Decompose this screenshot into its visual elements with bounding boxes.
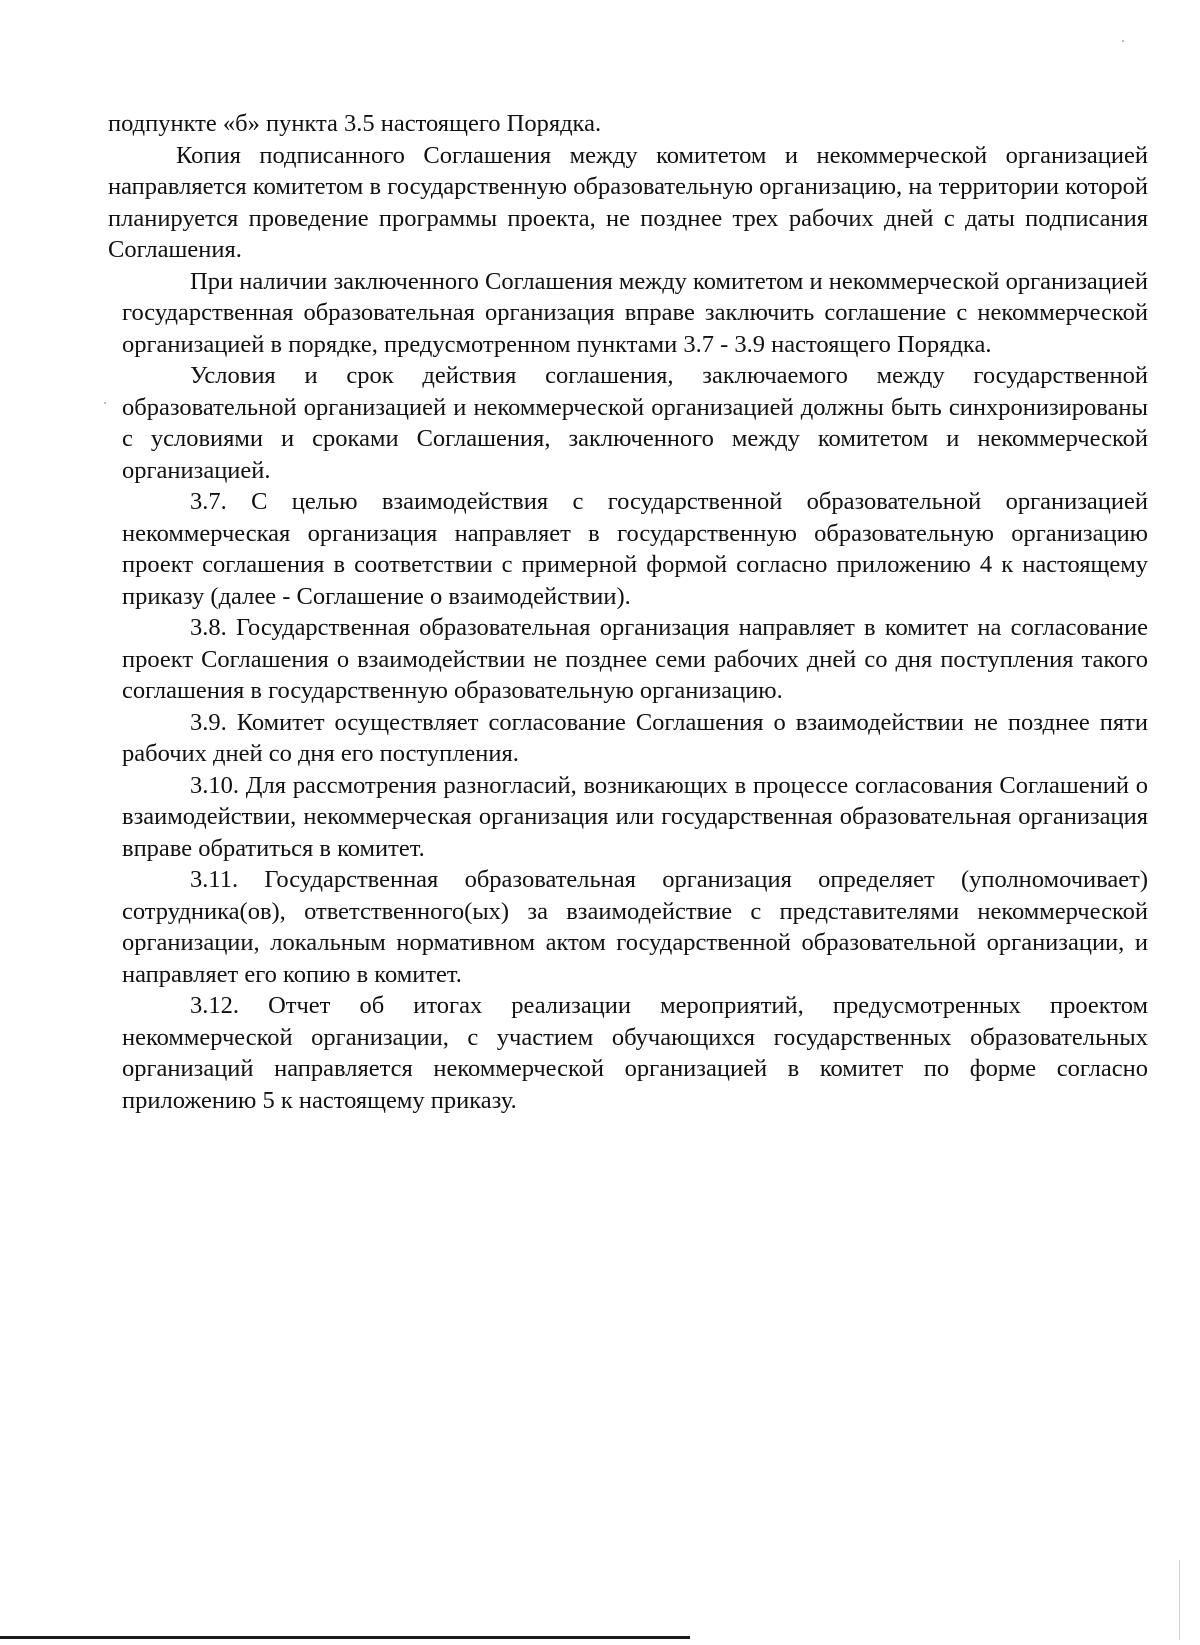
paragraph-agreement-copy: Копия подписанного Соглашения между комитетом и некоммерческой организацией направляется комитетом в государственную образовательную организацию, на территории которой планируется проведение программы проекта, не позднее трех рабочих дней с даты подписания Соглашения. bbox=[108, 141, 1148, 263]
scan-edge-line bbox=[1179, 1560, 1180, 1640]
paragraph-3-10: 3.10. Для рассмотрения разногласий, возникающих в процессе согласования Соглашений о взаимодействии, некоммерческая организация или государственная образовательная организация вправе обратиться в комитет. bbox=[122, 771, 1148, 862]
paragraph-3-9: 3.9. Комитет осуществляет согласование Соглашения о взаимодействии не позднее пяти рабочих дней со дня его поступления. bbox=[122, 708, 1148, 767]
page-bottom-rule bbox=[0, 1636, 690, 1639]
paragraph-3-7: 3.7. С целью взаимодействия с государственной образовательной организацией некоммерческая организация направляет в государственную образовательную организацию проект соглашения в соответствии с примерной формой согласно приложению 4 к настоящему приказу (далее - Соглашение о взаимодействии). bbox=[122, 488, 1148, 610]
paragraph-agreement-conclusion: При наличии заключенного Соглашения между комитетом и некоммерческой организацией государственная образовательная организация вправе заключить соглашение с некоммерческой организацией в порядке, предусмотренном пунктами 3.7 - 3.9 настоящего Порядка. bbox=[122, 267, 1148, 358]
paragraph-3-12: 3.12. Отчет об итогах реализации мероприятий, предусмотренных проектом некоммерческой организации, с участием обучающихся государственных образовательных организаций направляется некоммерческой организацией в комитет по форме согласно приложению 5 к настоящему приказу. bbox=[122, 992, 1148, 1114]
paragraph-agreement-terms: Условия и срок действия соглашения, заключаемого между государственной образовательной организацией и некоммерческой организацией должны быть синхронизированы с условиями и сроками Соглашения, заключенного между комитетом и некоммерческой организацией. bbox=[122, 362, 1148, 484]
document-body bbox=[108, 108, 1148, 1116]
paragraph-3-8: 3.8. Государственная образовательная организация направляет в комитет на согласование проект Соглашения о взаимодействии не позднее семи рабочих дней со дня поступления такого соглашения в государственную образовательную организацию. bbox=[122, 614, 1148, 704]
paragraph-continuation: подпункте «б» пункта 3.5 настоящего Порядка. bbox=[108, 110, 602, 137]
paragraph-3-11: 3.11. Государственная образовательная организация определяет (уполномочивает) сотрудника(ов), ответственного(ых) за взаимодействие с представителями некоммерческой организации, локальным нормативном актом государственной образовательной организации, и направляет его копию в комитет. bbox=[122, 866, 1148, 988]
scan-artifact bbox=[104, 402, 106, 404]
scan-artifact bbox=[1122, 40, 1124, 42]
